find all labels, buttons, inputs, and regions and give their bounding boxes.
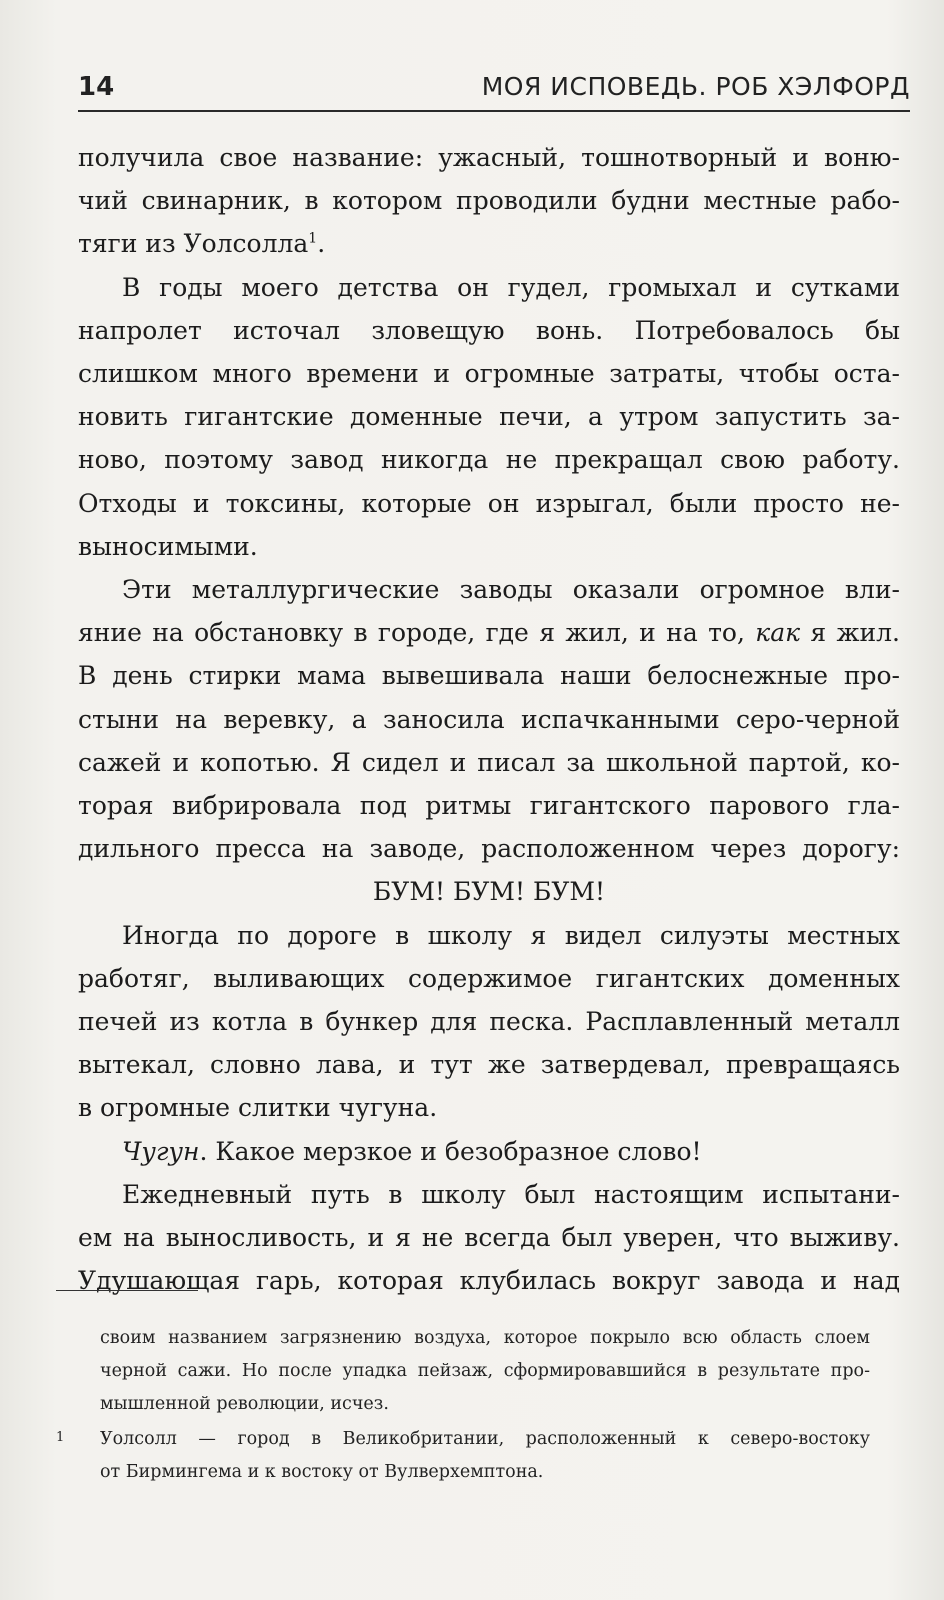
paragraph-3: [78, 568, 900, 870]
text-line: напролет источал зловещую вонь. Потребовалось бы: [78, 315, 900, 345]
text-line: новить гигантские доменные печи, а утром запустить за-: [78, 402, 900, 432]
text-segment: . Какое мерзкое и безобразное слово!: [199, 1136, 702, 1166]
page-number: 14: [78, 72, 115, 102]
text-line: сажей и копотью. Я сидел и писал за школьной партой, ко-: [78, 747, 900, 777]
text-segment: яние на обстановку в городе, где я жил, и на то,: [78, 618, 745, 648]
footnotes: [56, 1322, 870, 1489]
footnote-1: [56, 1423, 870, 1489]
footnote-line: Уолсолл — город в Великобритании, расположенный к северо-востоку: [100, 1429, 870, 1449]
text-line: Эти металлургические заводы оказали огромное вли-: [122, 575, 900, 605]
text-line: стыни на веревку, а заносила испачканными серо-черной: [78, 704, 900, 734]
paragraph-2: [78, 266, 900, 568]
boom-line: [78, 870, 900, 913]
footnote-line: своим названием загрязнению воздуха, которое покрыло всю область слоем: [100, 1328, 870, 1348]
text-line: ем на выносливость, и я не всегда был уверен, что выживу.: [78, 1223, 900, 1253]
period: .: [317, 229, 326, 259]
footnote-line: мышленной революции, исчез.: [100, 1394, 389, 1414]
emphasis-line: БУМ! БУМ! БУМ!: [372, 877, 606, 907]
text-line: [78, 1130, 900, 1173]
text-line: Иногда по дороге в школу я видел силуэты местных: [122, 920, 900, 950]
footnote-line: от Бирмингема и к востоку от Вулверхемптона.: [100, 1462, 544, 1482]
text-line: работяг, выливающих содержимое гигантских доменных: [78, 963, 900, 993]
text-line: слишком много времени и огромные затраты, чтобы оста-: [78, 359, 900, 389]
paragraph-1: [78, 136, 900, 266]
running-title: МОЯ ИСПОВЕДЬ. РОБ ХЭЛФОРД: [481, 72, 910, 101]
footnote-continuation: [56, 1322, 870, 1421]
text-line: дильного пресса на заводе, расположенном через дорогу:: [78, 834, 900, 864]
footnote-line: черной сажи. Но после упадка пейзаж, сформировавшийся в результате про-: [100, 1361, 870, 1381]
text-line: торая вибрировала под ритмы гигантского парового гла-: [78, 791, 900, 821]
text-line: [78, 611, 900, 654]
text-segment: я жил.: [810, 618, 900, 648]
text-line: выносимыми.: [78, 531, 258, 561]
text-line: чий свинарник, в котором проводили будни местные рабо-: [78, 186, 900, 216]
paragraph-6: [78, 1173, 900, 1303]
text-line: В годы моего детства он гудел, громыхал и сутками: [122, 272, 900, 302]
italic-word: Чугун: [122, 1136, 200, 1166]
text-line: печей из котла в бункер для песка. Расплавленный металл: [78, 1007, 900, 1037]
text-line: Отходы и токсины, которые он изрыгал, были просто не-: [78, 488, 900, 518]
footnote-reference[interactable]: 1: [308, 231, 318, 248]
text-line: Удушающая гарь, которая клубилась вокруг завода и над: [78, 1266, 900, 1296]
footnote-divider: [56, 1290, 198, 1291]
paragraph-5: [78, 1130, 900, 1173]
text-line: вытекал, словно лава, и тут же затвердевал, превращаясь: [78, 1050, 900, 1080]
text-line: [78, 222, 900, 265]
text-line: ново, поэтому завод никогда не прекращал свою работу.: [78, 445, 900, 475]
text-line: получила свое название: ужасный, тошнотворный и воню-: [78, 143, 900, 172]
paragraph-4: [78, 914, 900, 1130]
text-line-content: тяги из Уолсолла: [78, 229, 309, 259]
footnote-mark: 1: [56, 1430, 65, 1445]
text-line: В день стирки мама вывешивала наши белоснежные про-: [78, 661, 900, 691]
main-text: [78, 136, 900, 1302]
text-line: в огромные слитки чугуна.: [78, 1093, 438, 1123]
page-header: [78, 64, 910, 112]
italic-word: как: [755, 618, 801, 648]
text-line: Ежедневный путь в школу был настоящим испытани-: [122, 1179, 900, 1209]
